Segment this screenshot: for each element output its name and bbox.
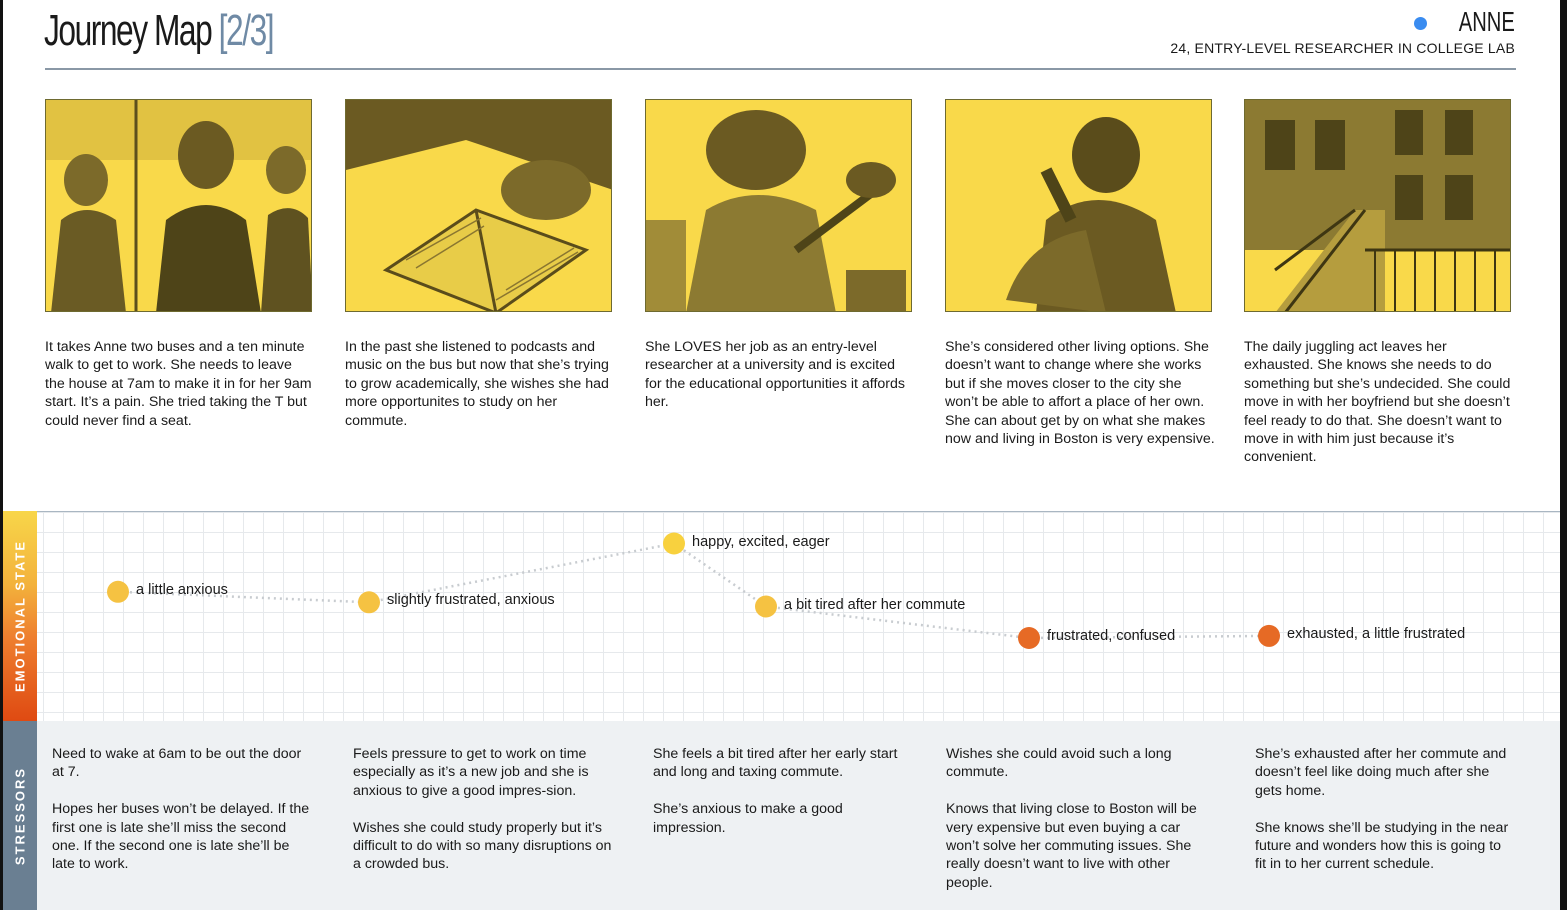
emotion-label: slightly frustrated, anxious — [387, 592, 555, 609]
stressor-paragraph: Wishes she could study properly but it’s difficult to do with so many disruptions on a crowded bus. — [353, 819, 612, 873]
stressor-column-2 — [353, 745, 613, 892]
stressor-paragraph: She’s exhausted after her commute and doesn’t feel like doing much after she gets home. — [1255, 746, 1507, 799]
stressor-paragraph: She’s anxious to make a good impression. — [653, 801, 843, 836]
stressor-column-5 — [1255, 745, 1515, 892]
stressor-paragraph: Wishes she could avoid such a long commute. — [946, 746, 1172, 781]
emotion-label: exhausted, a little frustrated — [1287, 625, 1466, 642]
stressor-paragraph: Knows that living close to Boston will be very expensive but even buying a car won’t solve her commuting issues. She really doesn’t want to live with other people. — [946, 801, 1197, 891]
right-edge — [1560, 0, 1567, 910]
stressor-paragraph: She feels a bit tired after her early start and long and taxing commute. — [653, 746, 898, 781]
emotion-point — [1018, 627, 1040, 649]
header-divider — [45, 68, 1516, 70]
open-book-photo — [345, 99, 612, 312]
emotion-connector-line — [674, 544, 766, 607]
stressor-paragraph: She knows she’ll be studying in the near future and wonders how this is going to fit in to her current schedule. — [1255, 819, 1509, 873]
emotion-point — [358, 591, 380, 613]
brownstone-house-photo — [1244, 99, 1511, 312]
persona-dot-icon — [1414, 17, 1427, 30]
emotion-label: a little anxious — [136, 581, 228, 598]
step-caption-4: She’s considered other living options. She doesn’t want to change where she works but if she moves closer to the city she won’t be able to affort a place of her own. She can about get by on what she makes now and living in Boston is very expensive. — [945, 339, 1215, 448]
step-caption-3: She LOVES her job as an entry-level researcher at a university and is excited for the educational opportunities it affords her. — [645, 339, 906, 411]
step-caption-1: It takes Anne two buses and a ten minute walk to get to work. She needs to leave the house at 7am to make it in for her 9am start. It’s a pain. She tried taking the T but could never find a seat. — [45, 339, 312, 429]
emotion-point — [1258, 625, 1280, 647]
stressors-label-text: STRESSORS — [12, 766, 28, 865]
emotion-point — [107, 581, 129, 603]
researcher-with-pipette-photo — [645, 99, 912, 312]
emotion-point — [663, 533, 685, 555]
stressor-paragraph: Hopes her buses won’t be delayed. If the first one is late she’ll miss the second one. If the second one is late she’ll be late to work. — [52, 801, 310, 873]
emotion-label: frustrated, confused — [1047, 628, 1176, 644]
emotional-state-label-text: EMOTIONAL STATE — [12, 539, 28, 693]
step-caption-2: In the past she listened to podcasts and music on the bus but now that she’s trying to grow academically, she wishes she had more opportunites to study on her commute. — [345, 339, 609, 429]
stressor-column-4 — [946, 745, 1206, 911]
page-indicator: [2/3] — [218, 6, 274, 55]
step-caption-5: The daily juggling act leaves her exhausted. She knows she needs to do something but she’s undecided. She could move in with her boyfriend but she doesn’t feel ready to do that. She doesn’t want to move in with him just because it’s convenient. — [1244, 339, 1511, 466]
persona-block — [1170, 6, 1515, 56]
emotion-point — [755, 596, 777, 618]
stressor-column-1 — [52, 745, 312, 892]
stressor-paragraph: Feels pressure to get to work on time especially as it’s a new job and she is anxious to give a good impres-sion. — [353, 746, 589, 799]
persona-subtitle: 24, ENTRY-LEVEL RESEARCHER IN COLLEGE LAB — [1170, 40, 1515, 56]
stressors-label — [3, 721, 37, 910]
emotion-label: happy, excited, eager — [692, 533, 830, 550]
persona-name: ANNE — [1458, 6, 1515, 37]
stressor-paragraph: Need to wake at 6am to be out the door at 7. — [52, 746, 302, 781]
title-text: Journey Map — [44, 6, 212, 55]
woman-on-bus-photo — [45, 99, 312, 312]
thoughtful-woman-photo — [945, 99, 1212, 312]
stressor-column-3 — [653, 745, 913, 855]
page-title — [44, 6, 273, 56]
emotion-label: a bit tired after her commute — [784, 596, 966, 613]
